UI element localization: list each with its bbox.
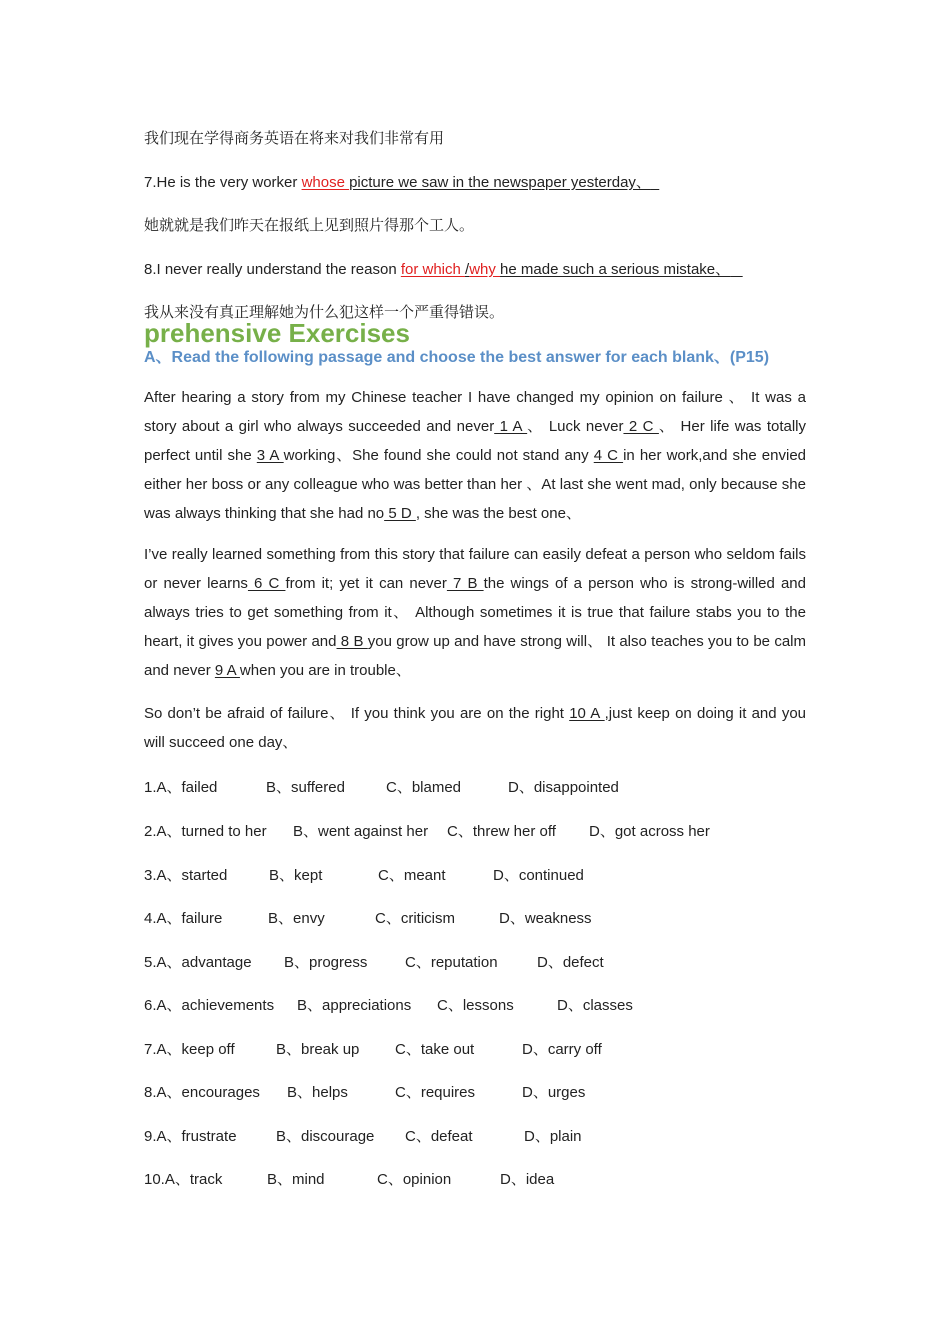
option-d: D、classes — [557, 997, 633, 1014]
option-b: B、discourage — [276, 1128, 375, 1145]
option-b: B、suffered — [266, 779, 345, 796]
option-row-9 — [144, 1125, 806, 1145]
answer-blank-10: 10 A — [569, 705, 605, 722]
option-c: C、opinion — [377, 1171, 452, 1188]
answer-blank-9: 9 A — [214, 662, 240, 679]
sentence-7-prefix: 7.He is the very worker — [144, 174, 302, 191]
passage-text: working、She found she could not stand any — [283, 447, 594, 464]
sentence-8-prefix: 8.I never really understand the reason — [144, 261, 401, 278]
passage-text: So don’t be afraid of failure、 If you think you are on the right — [144, 705, 570, 722]
sentence-8-rest: he made such a serious mistake、 — [500, 261, 731, 278]
option-d: D、disappointed — [508, 779, 619, 796]
option-d: D、got across her — [589, 823, 710, 840]
sentence-7-rest: picture we saw in the newspaper yesterday、 — [349, 174, 651, 191]
sentence-8-answer-1: for which — [400, 261, 466, 278]
answer-blank-5: 5 D — [384, 505, 416, 522]
option-c: C、threw her off — [447, 823, 556, 840]
option-c: C、blamed — [386, 779, 462, 796]
passage-text: when you are in trouble、 — [239, 662, 411, 679]
option-d: D、defect — [537, 954, 604, 971]
option-d: D、carry off — [522, 1041, 602, 1058]
sentence-7-answer: whose — [301, 174, 350, 191]
sentence-7 — [144, 171, 659, 192]
option-c: C、lessons — [437, 997, 514, 1014]
option-row-1 — [144, 776, 806, 796]
option-a: 1.A、failed — [144, 779, 218, 796]
option-a: 8.A、encourages — [144, 1084, 260, 1101]
option-a: 5.A、advantage — [144, 954, 252, 971]
option-row-4 — [144, 907, 806, 927]
option-b: B、progress — [284, 954, 368, 971]
option-row-5 — [144, 951, 806, 971]
passage-text: I’ve really learned something from this story that failure can easily defeat a person who seldom fails or never learns — [144, 546, 806, 592]
option-d: D、idea — [500, 1171, 555, 1188]
passage-paragraph-1 — [144, 383, 806, 528]
option-row-2 — [144, 820, 806, 840]
option-row-7 — [144, 1038, 806, 1058]
option-a: 10.A、track — [144, 1171, 223, 1188]
option-c: C、criticism — [375, 910, 455, 927]
answer-blank-8: 8 B — [336, 633, 368, 650]
sentence-8 — [144, 258, 743, 279]
answer-blank-2: 2 C — [623, 418, 659, 435]
option-b: B、kept — [269, 867, 323, 884]
option-c: C、reputation — [405, 954, 498, 971]
answer-blank-3: 3 A — [256, 447, 284, 464]
option-c: C、take out — [395, 1041, 475, 1058]
option-d: D、plain — [524, 1128, 582, 1145]
chinese-translation-8: 我从来没有真正理解她为什么犯这样一个严重得错误。 — [144, 303, 505, 321]
option-b: B、helps — [287, 1084, 348, 1101]
option-a: 7.A、keep off — [144, 1041, 235, 1058]
passage-text: you grow up and have strong will、 It also teaches you to be calm and never — [144, 633, 806, 679]
passage-paragraph-2 — [144, 540, 806, 685]
option-a: 6.A、achievements — [144, 997, 275, 1014]
option-row-8 — [144, 1081, 806, 1101]
answer-blank-4: 4 C — [593, 447, 624, 464]
option-d: D、continued — [493, 867, 584, 884]
chinese-translation-7: 她就就是我们昨天在报纸上见到照片得那个工人。 — [144, 216, 475, 234]
option-c: C、meant — [378, 867, 446, 884]
option-b: B、went against her — [293, 823, 429, 840]
option-d: D、urges — [522, 1084, 586, 1101]
answer-blank-7: 7 B — [446, 575, 484, 592]
option-c: C、requires — [395, 1084, 476, 1101]
answer-blank-6: 6 C — [247, 575, 286, 592]
option-row-10 — [144, 1168, 806, 1188]
option-b: B、break up — [276, 1041, 360, 1058]
option-row-3 — [144, 864, 806, 884]
option-a: 2.A、turned to her — [144, 823, 267, 840]
option-c: C、defeat — [405, 1128, 473, 1145]
passage-paragraph-3 — [144, 699, 806, 757]
option-b: B、appreciations — [297, 997, 412, 1014]
sentence-8-answer-2: why — [469, 261, 501, 278]
passage-text: 、 Luck never — [527, 418, 624, 435]
passage-text: ,just keep on doing it and you will succeed one day、 — [144, 705, 807, 751]
option-row-6 — [144, 994, 806, 1014]
passage-text: from it; yet it can never — [285, 575, 447, 592]
section-subtitle: A、Read the following passage and choose the best answer for each blank、(P15) — [144, 349, 770, 366]
passage-text: 、 Her life was totally perfect until she — [144, 418, 807, 464]
passage-text: the wings of a person who is strong-willed and always tries to get something from it、 Although sometimes it is true that failure stabs you to the heart, it gives you power and — [144, 575, 806, 650]
passage-text: in her work,and she envied either her boss or any colleague who was better than her 、At last she went mad, only because she was always thinking that she had no — [144, 447, 806, 522]
option-b: B、mind — [267, 1171, 325, 1188]
option-a: 3.A、started — [144, 867, 228, 884]
option-a: 4.A、failure — [144, 910, 223, 927]
option-d: D、weakness — [499, 910, 592, 927]
answer-blank-1: 1 A — [494, 418, 528, 435]
option-a: 9.A、frustrate — [144, 1128, 237, 1145]
section-title: prehensive Exercises — [144, 318, 410, 348]
passage-text: , she was the best one、 — [415, 505, 581, 522]
sentence-8-slash: / — [465, 261, 470, 278]
option-b: B、envy — [268, 910, 325, 927]
chinese-translation-6: 我们现在学得商务英语在将来对我们非常有用 — [144, 129, 445, 147]
passage-text: After hearing a story from my Chinese teacher I have changed my opinion on failure 、 It was a story about a girl who always succeeded and never — [144, 389, 806, 435]
